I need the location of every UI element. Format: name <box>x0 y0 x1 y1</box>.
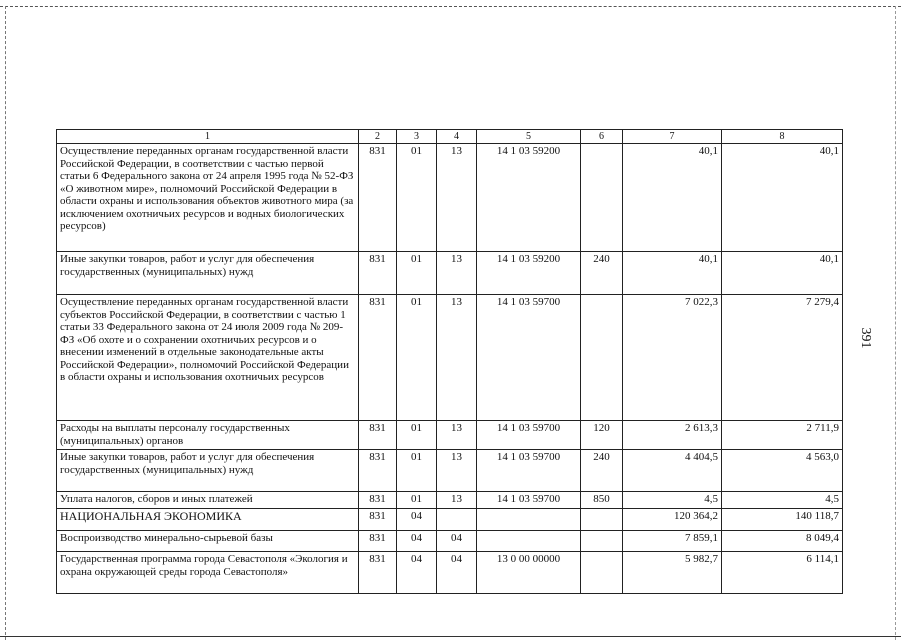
row-expense-type <box>581 531 623 552</box>
row-section: 01 <box>397 252 437 295</box>
table-row <box>57 295 843 421</box>
scan-border-right <box>895 6 896 640</box>
row-grbs: 831 <box>359 295 397 421</box>
row-grbs: 831 <box>359 450 397 492</box>
row-section: 04 <box>397 552 437 594</box>
row-name: Расходы на выплаты персоналу государственных (муниципальных) органов <box>57 421 359 450</box>
row-amount-year2: 40,1 <box>722 144 843 252</box>
row-expense-type: 850 <box>581 492 623 509</box>
row-amount-year2: 140 118,7 <box>722 509 843 531</box>
row-target-article: 14 1 03 59700 <box>477 450 581 492</box>
row-grbs: 831 <box>359 252 397 295</box>
row-name: Государственная программа города Севастополя «Экология и охрана окружающей среды города Севастополя» <box>57 552 359 594</box>
row-section: 01 <box>397 295 437 421</box>
row-section: 01 <box>397 421 437 450</box>
row-subsection: 13 <box>437 252 477 295</box>
row-expense-type <box>581 509 623 531</box>
row-amount-year2: 6 114,1 <box>722 552 843 594</box>
budget-table <box>56 129 843 594</box>
table-row <box>57 509 843 531</box>
row-amount-year2: 40,1 <box>722 252 843 295</box>
row-amount-year1: 4 404,5 <box>623 450 722 492</box>
row-amount-year2: 8 049,4 <box>722 531 843 552</box>
row-section: 01 <box>397 492 437 509</box>
row-subsection: 13 <box>437 421 477 450</box>
header-cell: 5 <box>477 130 581 144</box>
scan-border-bottom <box>0 636 901 637</box>
header-cell: 6 <box>581 130 623 144</box>
header-cell: 4 <box>437 130 477 144</box>
table-row <box>57 492 843 509</box>
row-expense-type: 240 <box>581 252 623 295</box>
row-name: НАЦИОНАЛЬНАЯ ЭКОНОМИКА <box>57 509 359 531</box>
row-target-article: 14 1 03 59700 <box>477 492 581 509</box>
row-name: Иные закупки товаров, работ и услуг для обеспечения государственных (муниципальных) нужд <box>57 450 359 492</box>
row-subsection <box>437 509 477 531</box>
row-grbs: 831 <box>359 421 397 450</box>
row-amount-year2: 7 279,4 <box>722 295 843 421</box>
header-cell: 2 <box>359 130 397 144</box>
table-row <box>57 531 843 552</box>
row-grbs: 831 <box>359 144 397 252</box>
row-amount-year1: 2 613,3 <box>623 421 722 450</box>
row-subsection: 04 <box>437 531 477 552</box>
table-row <box>57 252 843 295</box>
table-header-row <box>57 130 843 144</box>
row-subsection: 13 <box>437 295 477 421</box>
row-subsection: 04 <box>437 552 477 594</box>
row-amount-year2: 4 563,0 <box>722 450 843 492</box>
row-grbs: 831 <box>359 552 397 594</box>
row-section: 01 <box>397 450 437 492</box>
scan-border-top <box>0 6 901 7</box>
row-subsection: 13 <box>437 144 477 252</box>
row-target-article <box>477 509 581 531</box>
row-name: Уплата налогов, сборов и иных платежей <box>57 492 359 509</box>
row-target-article: 14 1 03 59700 <box>477 295 581 421</box>
row-amount-year2: 2 711,9 <box>722 421 843 450</box>
row-amount-year1: 5 982,7 <box>623 552 722 594</box>
row-amount-year1: 120 364,2 <box>623 509 722 531</box>
scan-border-left <box>5 6 6 640</box>
row-expense-type: 120 <box>581 421 623 450</box>
row-section: 04 <box>397 509 437 531</box>
row-subsection: 13 <box>437 492 477 509</box>
row-grbs: 831 <box>359 531 397 552</box>
header-cell: 1 <box>57 130 359 144</box>
page-number: 391 <box>858 327 873 349</box>
table-row <box>57 450 843 492</box>
row-subsection: 13 <box>437 450 477 492</box>
table-row <box>57 552 843 594</box>
row-expense-type <box>581 144 623 252</box>
header-cell: 3 <box>397 130 437 144</box>
row-grbs: 831 <box>359 509 397 531</box>
row-amount-year1: 7 859,1 <box>623 531 722 552</box>
row-amount-year1: 40,1 <box>623 252 722 295</box>
row-target-article: 14 1 03 59200 <box>477 144 581 252</box>
row-target-article: 14 1 03 59700 <box>477 421 581 450</box>
row-name: Осуществление переданных органам государственной власти Российской Федерации, в соответствии с частью первой статьи 6 Федерального закона от 24 апреля 1995 года № 52-ФЗ «О животном мире», полномочий Российской Федерации в области охраны и использования объектов животного мира (за исключением охотничьих ресурсов и водных биологических ресурсов) <box>57 144 359 252</box>
row-name: Иные закупки товаров, работ и услуг для обеспечения государственных (муниципальных) нужд <box>57 252 359 295</box>
row-target-article <box>477 531 581 552</box>
row-amount-year1: 7 022,3 <box>623 295 722 421</box>
row-name: Воспроизводство минерально-сырьевой базы <box>57 531 359 552</box>
row-section: 01 <box>397 144 437 252</box>
table-row <box>57 421 843 450</box>
header-cell: 7 <box>623 130 722 144</box>
table-row <box>57 144 843 252</box>
row-expense-type: 240 <box>581 450 623 492</box>
header-cell: 8 <box>722 130 843 144</box>
row-section: 04 <box>397 531 437 552</box>
row-target-article: 13 0 00 00000 <box>477 552 581 594</box>
row-name: Осуществление переданных органам государственной власти субъектов Российской Федерации, в соответствии с частью 1 статьи 33 Федерального закона от 24 июля 2009 года № 209-ФЗ «Об охоте и о сохранении охотничьих ресурсов и о внесении изменений в отдельные законодательные акты Российской Федерации», полномочий Российской Федерации в области охраны и использования охотничьих ресурсов <box>57 295 359 421</box>
row-expense-type <box>581 295 623 421</box>
row-amount-year1: 40,1 <box>623 144 722 252</box>
row-amount-year2: 4,5 <box>722 492 843 509</box>
row-expense-type <box>581 552 623 594</box>
row-amount-year1: 4,5 <box>623 492 722 509</box>
row-grbs: 831 <box>359 492 397 509</box>
row-target-article: 14 1 03 59200 <box>477 252 581 295</box>
